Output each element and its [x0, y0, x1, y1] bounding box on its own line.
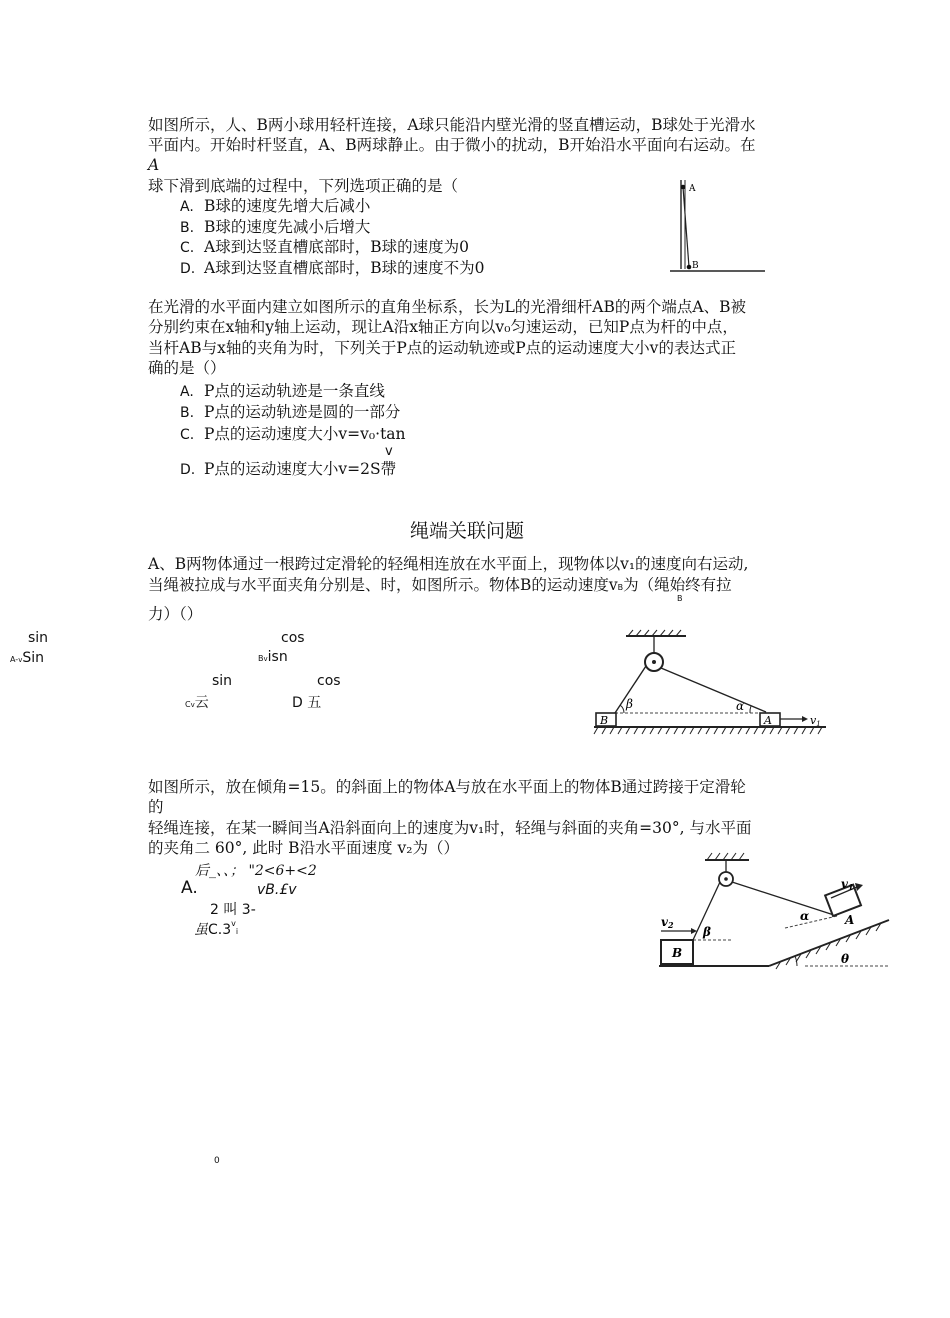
option-letter: A. [180, 384, 194, 400]
q2-d-superscript: v [385, 444, 393, 459]
v1-label [841, 877, 854, 892]
option-text: A球到达竖直槽底部时，B球的速度为0 [204, 238, 469, 256]
q2-option-d [180, 459, 396, 480]
q1-line3: A [148, 156, 160, 174]
q3-frag-option-d: D 五 [292, 695, 322, 711]
q2-option-a [180, 381, 385, 402]
frag4-a: 虽 [194, 922, 208, 938]
q3-frag-option-a [10, 650, 44, 666]
q1-line2: 平面内。开始时杆竖直，A、B两球静止。由于微小的扰动，B开始沿水平面向右运动。在 [148, 136, 756, 154]
option-text: B球的速度先增大后减小 [204, 197, 371, 215]
ball-b [687, 265, 692, 270]
v1-sub: 1 [847, 882, 854, 892]
v1-label [810, 714, 821, 728]
frag-a-sub: v [18, 656, 23, 664]
v1-sub: 1 [816, 720, 821, 728]
q4-frag-1: 后_、、； "2<6+<2 [195, 863, 317, 879]
q1-line1: 如图所示，人、B两小球用轻杆连接，A球只能沿内壁光滑的竖直槽运动，B球处于光滑水 [148, 116, 756, 134]
q3-line3: 力）（） [148, 605, 203, 623]
option-letter: D. [180, 261, 196, 277]
alpha-label: α [800, 909, 810, 923]
q2-option-c [180, 424, 406, 445]
q2-line1: 在光滑的水平面内建立如图所示的直角坐标系，长为L的光滑细杆AB的两个端点A、B被 [148, 298, 746, 316]
beta-label: β [626, 697, 633, 711]
q3-frag-cos-2: cos [317, 673, 341, 689]
q4-frag-2-a: A. [181, 878, 198, 898]
v1-v: v [841, 877, 848, 891]
q2-line4: 确的是（） [148, 359, 226, 377]
q1-figure [665, 176, 770, 276]
alpha-label: α [736, 699, 745, 713]
alpha-arc [750, 706, 751, 713]
q4-frag-3: 2 叫 3- [210, 902, 256, 918]
q3-line2-sub: B [617, 583, 624, 592]
v1-arrow-head [855, 883, 863, 891]
q2-line3: 当杆AB与x轴的夹角为时，下列关于P点的运动轨迹或P点的运动速度大小v的表达式正 [148, 339, 736, 357]
frag-c-tail: 云 [194, 695, 209, 711]
q4-frag-4 [194, 919, 238, 939]
option-text: A球到达竖直槽底部时，B球的速度不为0 [204, 259, 485, 277]
q3-line2 [148, 575, 732, 598]
q3-line2-text: 当绳被拉成与水平面夹角分别是、时，如图所示。物体B的运动速度v [148, 576, 618, 594]
q3-line1: A、B两物体通过一根跨过定滑轮的轻绳相连放在水平面上，现物体以v₁的速度向右运动, [148, 555, 749, 573]
option-text: P点的运动速度大小v=v₀·tan [204, 425, 406, 443]
frag4-b: C.3 [208, 922, 232, 938]
option-letter: C. [180, 427, 195, 443]
q3-frag-option-c [185, 692, 209, 711]
option-letter: A. [180, 199, 194, 215]
block-b-label: B [600, 714, 609, 727]
pulley-axle [724, 877, 728, 881]
label-b: B [692, 261, 699, 271]
q1-option-a [180, 196, 370, 217]
option-letter: C. [180, 240, 195, 256]
option-letter: B. [180, 220, 195, 236]
theta-arc [795, 956, 797, 966]
option-letter: D. [180, 462, 196, 478]
q1-line4: 球下滑到底端的过程中，下列选项正确的是（ [148, 177, 459, 195]
q1-option-d [180, 258, 484, 279]
q3-figure [590, 628, 830, 740]
q4-frag-2-b: vB.£v [257, 882, 297, 898]
frag4-tail: i [235, 927, 239, 936]
label-a: A [689, 184, 696, 194]
frag-b: B [258, 654, 264, 663]
q3-frag-sin-1: sin [28, 630, 49, 646]
stray-mark: 0 [214, 1156, 220, 1166]
dashed-incline-extension [785, 916, 837, 928]
incline [769, 920, 889, 966]
q1-option-c [180, 237, 469, 258]
section-title: 绳端关联问题 [410, 520, 525, 542]
q4-line1: 如图所示，放在倾角=15。的斜面上的物体A与放在水平面上的物体B通过跨接于定滑轮 [148, 778, 746, 796]
block-b-label: B [672, 946, 683, 960]
q2-option-b [180, 402, 400, 423]
pulley-axle [652, 660, 656, 664]
q3-frag-cos-1: cos [281, 630, 305, 646]
frag-c-sub: v [190, 701, 195, 709]
beta-label: β [703, 925, 711, 939]
theta-label: θ [841, 952, 850, 966]
v1-v: v [810, 714, 817, 727]
q3-frag-sin-2: sin [212, 673, 233, 689]
frag-a-tail: Sin [22, 650, 44, 666]
option-text: B球的速度先减小后增大 [204, 218, 371, 236]
q4-figure [645, 848, 895, 973]
block-a-label: A [764, 714, 772, 727]
q1-option-b [180, 217, 370, 238]
ball-a [681, 185, 686, 190]
v2-label [661, 915, 674, 930]
ground-hatch [594, 727, 822, 734]
frag-b-sub: v [263, 655, 268, 663]
v1-arrow-head [802, 716, 808, 722]
q4-line3: 轻绳连接，在某一瞬间当A沿斜面向上的速度为v₁时，轻绳与斜面的夹角=30°, 与水平面 [148, 819, 752, 837]
q3-sub-b: B [677, 594, 683, 603]
option-text: P点的运动速度大小v=2S帶 [204, 460, 397, 478]
v2-sub: 2 [667, 920, 674, 930]
frag-b-tail: isn [267, 649, 288, 665]
q4-line4: 的夹角二 60°, 此时 B沿水平面速度 v₂为（） [148, 839, 459, 857]
option-text: P点的运动轨迹是一条直线 [204, 382, 385, 400]
rod [683, 187, 689, 267]
option-text: P点的运动轨迹是圆的一部分 [204, 403, 401, 421]
block-a-label: A [845, 913, 855, 927]
beta-arc [620, 705, 624, 713]
q4-line2: 的 [148, 798, 164, 816]
ceiling-hatch [707, 853, 744, 860]
rope-to-a [732, 882, 837, 916]
frag4-sub: v [231, 919, 236, 928]
frag-c: C [185, 700, 191, 709]
rope-to-a [661, 668, 766, 712]
q3-frag-option-b [258, 649, 288, 665]
q3-line2-tail: 为（绳始终有拉 [623, 576, 732, 594]
q2-line2: 分别约束在x轴和y轴上运动，现让A沿x轴正方向以v₀匀速运动，已知P点为杆的中点， [148, 318, 738, 336]
frag-a: A- [10, 655, 19, 664]
v2-v: v [661, 915, 668, 929]
option-letter: B. [180, 405, 195, 421]
